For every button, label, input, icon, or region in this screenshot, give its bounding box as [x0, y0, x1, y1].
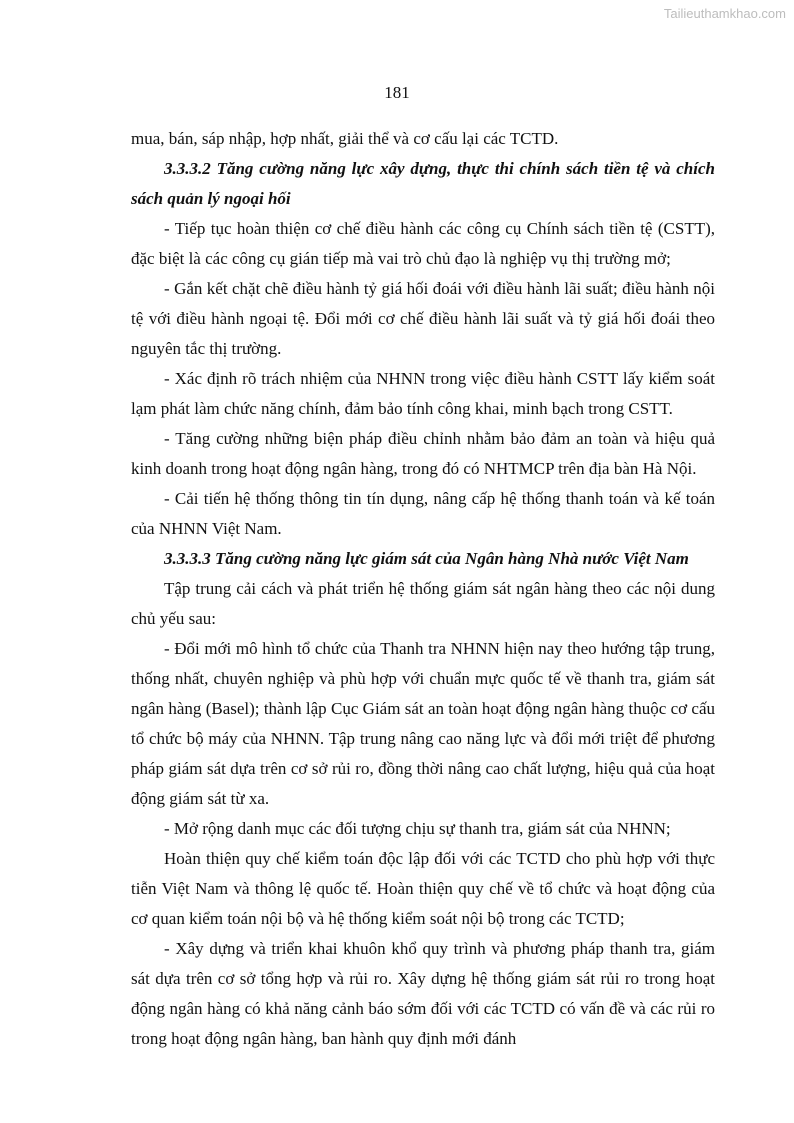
paragraph: - Cải tiến hệ thống thông tin tín dụng, nâng cấp hệ thống thanh toán và kế toán của NHNN Việt Nam.	[131, 489, 715, 538]
paragraph: - Mở rộng danh mục các đối tượng chịu sự thanh tra, giám sát của NHNN;	[164, 819, 671, 838]
paragraph: - Xác định rõ trách nhiệm của NHNN trong việc điều hành CSTT lấy kiểm soát lạm phát làm chức năng chính, đảm bảo tính công khai, minh bạch trong CSTT.	[131, 369, 715, 418]
paragraph: Tập trung cải cách và phát triển hệ thống giám sát ngân hàng theo các nội dung chủ yếu sau:	[131, 579, 715, 628]
paragraph: - Đổi mới mô hình tổ chức của Thanh tra NHNN hiện nay theo hướng tập trung, thống nhất, chuyên nghiệp và phù hợp với chuẩn mực quốc tế về thanh tra, giám sát ngân hàng (Basel); thành lập Cục Giám sát an toàn hoạt động ngân hàng thuộc cơ cấu tổ chức bộ máy của NHNN. Tập trung nâng cao năng lực và đổi mới triệt để phương pháp giám sát dựa trên cơ sở rủi ro, đồng thời nâng cao chất lượng, hiệu quả của hoạt động giám sát từ xa.	[131, 639, 715, 808]
paragraph: - Tăng cường những biện pháp điều chỉnh nhằm bảo đảm an toàn và hiệu quả kinh doanh trong hoạt động ngân hàng, trong đó có NHTMCP trên địa bàn Hà Nội.	[131, 429, 715, 478]
document-body	[131, 124, 715, 1054]
paragraph: - Tiếp tục hoàn thiện cơ chế điều hành các công cụ Chính sách tiền tệ (CSTT), đặc biệt là các công cụ gián tiếp mà vai trò chủ đạo là nghiệp vụ thị trường mở;	[131, 219, 715, 268]
page-number: 181	[384, 83, 410, 102]
section-heading: 3.3.3.3 Tăng cường năng lực giám sát của Ngân hàng Nhà nước Việt Nam	[164, 549, 689, 568]
paragraph: - Gắn kết chặt chẽ điều hành tỷ giá hối đoái với điều hành lãi suất; điều hành nội tệ với điều hành ngoại tệ. Đổi mới cơ chế điều hành lãi suất và tỷ giá hối đoái theo nguyên tắc thị trường.	[131, 279, 715, 358]
paragraph: - Xây dựng và triển khai khuôn khổ quy trình và phương pháp thanh tra, giám sát dựa trên cơ sở tổng hợp và rủi ro. Xây dựng hệ thống giám sát rủi ro trong hoạt động ngân hàng có khả năng cảnh báo sớm đối với các TCTD có vấn đề và các rủi ro trong hoạt động ngân hàng, ban hành quy định mới đánh	[131, 939, 715, 1048]
paragraph: mua, bán, sáp nhập, hợp nhất, giải thể và cơ cấu lại các TCTD.	[131, 129, 559, 148]
watermark: Tailieuthamkhao.com	[663, 6, 786, 21]
section-heading: 3.3.3.2 Tăng cường năng lực xây dựng, thực thi chính sách tiền tệ và chích sách quản lý ngoại hối	[131, 159, 715, 208]
paragraph: Hoàn thiện quy chế kiểm toán độc lập đối với các TCTD cho phù hợp với thực tiễn Việt Nam và thông lệ quốc tế. Hoàn thiện quy chế về tổ chức và hoạt động của cơ quan kiểm toán nội bộ và hệ thống kiểm soát nội bộ trong các TCTD;	[131, 849, 715, 928]
